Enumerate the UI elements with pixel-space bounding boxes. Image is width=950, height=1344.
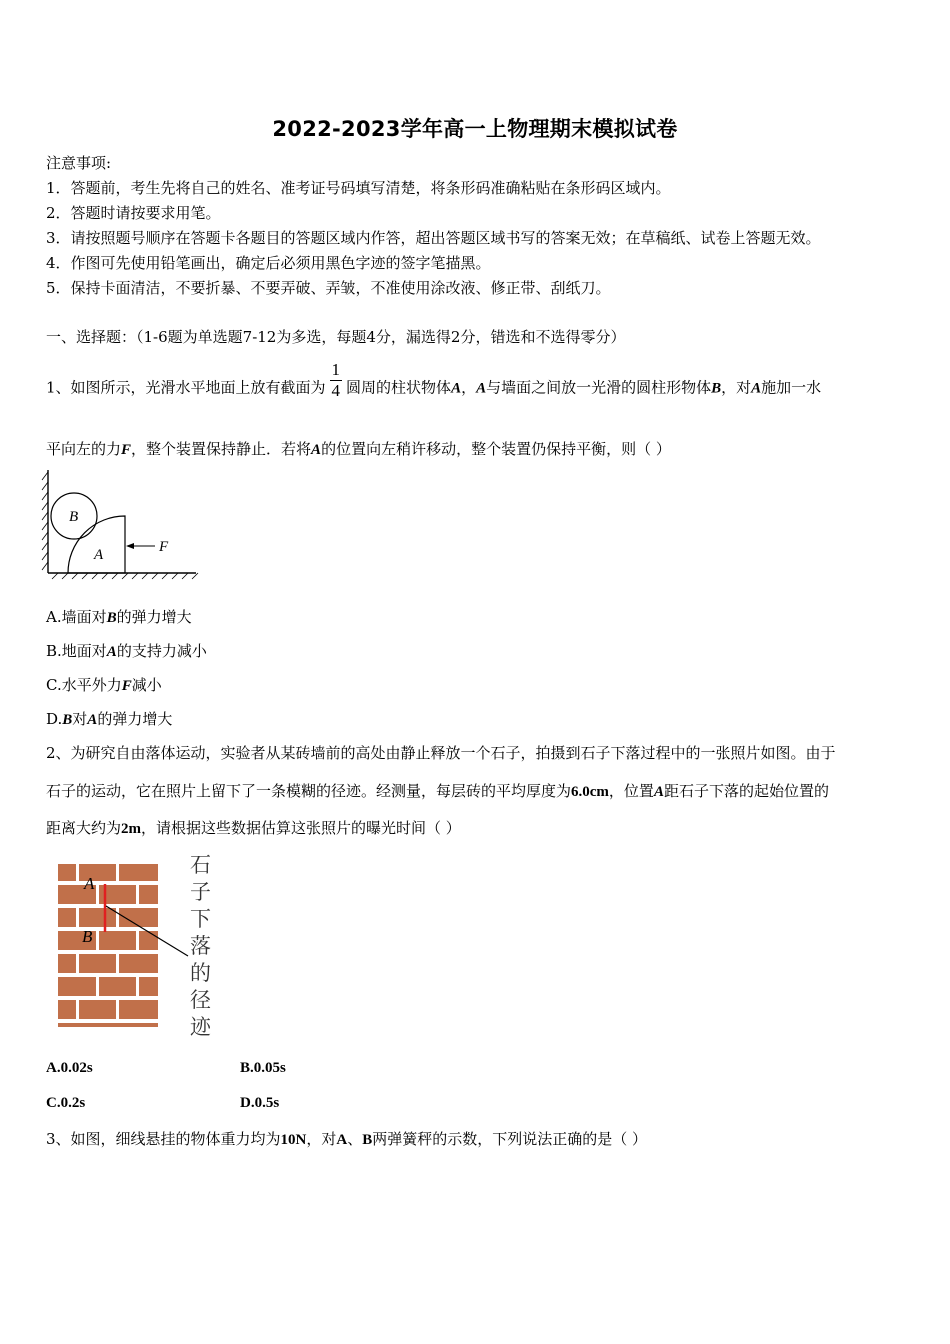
q1-line-2: 平向左的力F，整个装置保持静止．若将A的位置向左稍许移动，整个装置仍保持平衡，则（ ） [46,440,671,458]
arrow-head-icon [126,543,134,549]
notice-item-3: 3．请按照题号顺序在答题卡各题目的答题区域内作答，超出答题区域书写的答案无效；在草稿纸、试卷上答题无效。 [46,229,821,247]
notice-heading: 注意事项: [46,154,112,172]
label-b: B [69,509,79,525]
page-title: 2022-2023学年高一上物理期末模拟试卷 [272,117,678,141]
label-a: A [94,547,104,563]
label-b: B [82,927,93,946]
q2-option-a: A.0.02s [46,1060,93,1076]
q2-line-3: 距离大约为2m，请根据这些数据估算这张照片的曝光时间（ ） [46,819,461,837]
q3-line-1: 3、如图，细线悬挂的物体重力均为10N，对A、B两弹簧秤的示数，下列说法正确的是（ ） [46,1130,648,1148]
q2-line-1: 2、为研究自由落体运动，实验者从某砖墙前的高处由静止释放一个石子，拍摄到石子下落过程中的一张照片如图。由于 [46,744,836,762]
q2-option-d: D.0.5s [240,1095,280,1111]
section-heading: 一、选择题：（1-6题为单选题7-12为多选，每题4分，漏选得2分，错选和不选得零分） [46,328,626,346]
q2-line-2: 石子的运动，它在照片上留下了一条模糊的径迹。经测量，每层砖的平均厚度为6.0cm，位置A距石子下落的起始位置的 [46,782,829,800]
ground-hatch [52,573,198,579]
q1-figure [40,468,205,584]
q1-option-d: D.B对A的弹力增大 [46,710,173,728]
brick-wall [58,864,158,1027]
q1-option-c: C.水平外力F减小 [46,676,162,694]
q2-option-c: C.0.2s [46,1095,86,1111]
quarter-fraction: $\frac{1}{4}$ [331,360,341,400]
wall-hatch [42,472,48,570]
trace-caption: 石子下落的径迹 [190,853,211,1039]
notice-item-1: 1．答题前，考生先将自己的姓名、准考证号码填写清楚，将条形码准确粘贴在条形码区域内。 [46,179,671,197]
q1-option-a: A.墙面对B的弹力增大 [46,608,192,626]
q2-option-b: B.0.05s [240,1060,286,1076]
q1-line-1: 1、如图所示，光滑水平地面上放有截面为 $\frac{1}{4}$ 圆周的柱状物体A，A与墙面之间放一光滑的圆柱形物体B，对A施加一水 [46,360,822,400]
label-f: F [159,539,169,555]
brick-wall-figure [58,864,190,1029]
notice-item-5: 5．保持卡面清洁，不要折暴、不要弄破、弄皱，不准使用涂改液、修正带、刮纸刀。 [46,279,611,297]
label-a: A [84,874,95,893]
q1-option-b: B.地面对A的支持力减小 [46,642,207,660]
notice-item-2: 2．答题时请按要求用笔。 [46,204,221,222]
notice-item-4: 4．作图可先使用铅笔画出，确定后必须用黑色字迹的签字笔描黑。 [46,254,491,272]
